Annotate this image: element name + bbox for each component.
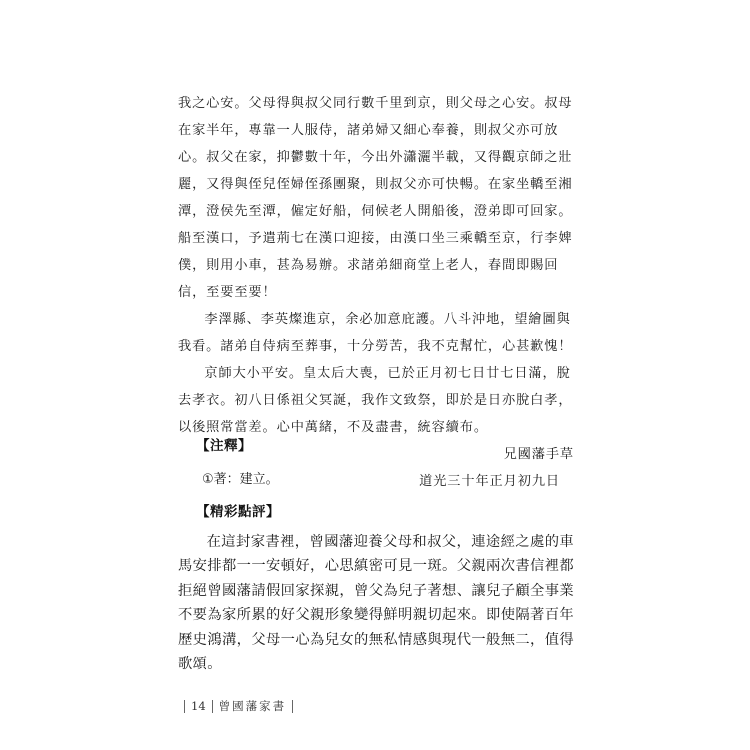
letter-paragraph: 京師大小平安。皇太后大喪，已於正月初七日廿七日滿，脫去孝衣。初八日係祖父冥誕，我作文致祭，即於是日亦脫白孝，以後照常當差。心中萬緒，不及盡書，統容續布。 [178,366,573,435]
footer-divider [184,700,185,713]
letter-signoff: 兄國藩手草 [503,447,574,462]
page-footer [178,698,299,714]
letter-paragraph: 李澤縣、李英燦進京，余必加意庇護。八斗沖地，望繪圖與我看。諸弟自侍病至葬事，十分勞苦，我不克幫忙，心甚歉愧！ [178,312,573,354]
letter-paragraph: 我之心安。父母得與叔父同行數千里到京，則父母之心安。叔母在家半年，專靠一人服侍，諸弟婦又細心奉養，則叔父亦可放心。叔父在家，抑鬱數十年，今出外瀟灑半載，又得觀京師之壯麗，又得與侄兒侄婦侄孫團聚，則叔父亦可快暢。在家坐轎至湘潭，澄侯先至潭，僱定好船，伺候老人開船後，澄弟即可回家。船至漢口，予遣荊七在漢口迎接，由漢口坐三乘轎至京，行李婢僕，則用小車，甚為易辦。求諸弟細商堂上老人，春間即賜回信，至要至要！ [178,96,573,300]
notes-heading: 【注釋】 [196,438,252,454]
page-number: 14 [191,699,206,713]
note-item: ①著：建立。 [202,472,279,487]
running-title: 曾國藩家書 [218,699,287,713]
letter-date: 道光三十年正月初九日 [419,474,560,489]
review-heading: 【精彩點評】 [196,504,280,520]
footer-divider [212,700,213,713]
review-body: 在這封家書裡，曾國藩迎養父母和叔父，連途經之處的車馬安排都一一安頓好，心思縝密可見一斑。父親兩次書信裡都拒絕曾國藩請假回家探親，曾父為兒子著想、讓兒子顧全事業不要為家所累的好父親形象變得鮮明親切起來。即使隔著百年歷史鴻溝，父母一心為兒女的無私情感與現代一般無二，值得歌頌。 [178,534,574,673]
footer-divider [292,700,293,713]
